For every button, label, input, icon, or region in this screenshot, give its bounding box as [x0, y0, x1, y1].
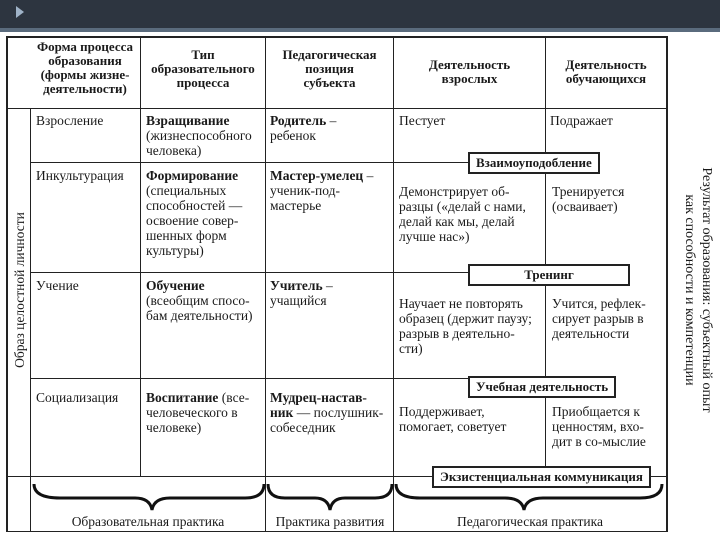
row1-adult	[399, 113, 445, 128]
label-mutual-likening: Взаимоуподобление	[468, 152, 600, 174]
grid-line	[393, 36, 394, 532]
position-line: ученик-под-	[270, 183, 340, 198]
header-position	[266, 48, 393, 90]
adult-line: разцы («делай с нами,	[399, 199, 526, 214]
type-line: шенных форм	[146, 228, 227, 243]
row1-position	[270, 113, 392, 143]
header-line: процесса	[176, 75, 230, 90]
type-line: человеческого в	[146, 405, 238, 420]
row4-position	[270, 390, 392, 435]
position-line: учащийся	[270, 293, 327, 308]
adult-line: сти)	[399, 341, 423, 356]
position-bold: Родитель	[270, 113, 327, 128]
type-bold: Обучение	[146, 278, 205, 293]
grid-line	[140, 36, 141, 476]
footer-braces	[0, 476, 720, 516]
row4-form: Социализация	[36, 390, 119, 405]
header-line: Деятельность	[428, 57, 511, 72]
row1-form: Взросление	[36, 113, 104, 128]
type-line: (специальных	[146, 183, 227, 198]
row1-type	[146, 113, 264, 158]
row4-type	[146, 390, 264, 435]
learner-line: сирует разрыв в	[552, 311, 644, 326]
adult-line: разрыв в деятельно-	[399, 326, 515, 341]
row3-position	[270, 278, 392, 308]
type-line: бам деятельности)	[146, 308, 253, 323]
position-bold: ник	[270, 405, 294, 420]
header-line: образования	[48, 53, 122, 68]
row2-form: Инкультурация	[36, 168, 124, 183]
learner-line: Приобщается к	[552, 404, 640, 419]
type-line: человека)	[146, 143, 202, 158]
position-bold: Мудрец-настав-	[270, 390, 367, 405]
label-training: Тренинг	[468, 264, 630, 286]
row4-adult	[399, 404, 506, 434]
position-line: мастерье	[270, 198, 322, 213]
side-right-line: Результат образования: субъектный опыт	[699, 167, 714, 413]
adult-line: лучше нас»)	[399, 229, 470, 244]
learner-line: (осваивает)	[552, 199, 618, 214]
header-line: взрослых	[441, 71, 498, 86]
row2-position	[270, 168, 392, 213]
side-label-whole-personality: Образ целостной личности	[12, 212, 27, 368]
grid-line	[545, 36, 546, 476]
header-line: деятельности)	[43, 81, 127, 96]
grid-line	[6, 531, 668, 532]
row3-adult	[399, 296, 532, 356]
row3-learner	[552, 296, 646, 341]
row4-learner	[552, 404, 646, 449]
adult-line: образец (держит паузу;	[399, 311, 532, 326]
row2-learner	[552, 184, 624, 214]
grid-line	[666, 36, 668, 532]
position-bold: Учитель	[270, 278, 323, 293]
row1-learner	[550, 113, 613, 128]
type-line: культуры)	[146, 243, 204, 258]
position-dash: –	[322, 278, 333, 293]
row2-adult	[399, 184, 526, 244]
type-bold: Воспитание	[146, 390, 219, 405]
type-line: человеке)	[146, 420, 202, 435]
header-line: Деятельность	[565, 57, 647, 72]
learner-line: Подражает	[550, 113, 613, 128]
header-learners	[546, 58, 666, 86]
type-inline: (все-	[218, 390, 250, 405]
row2-type	[146, 168, 264, 258]
play-arrow-icon	[16, 6, 24, 18]
learner-line: деятельности	[552, 326, 630, 341]
header-line: образовательного	[151, 61, 255, 76]
header-line: (формы жизне-	[40, 67, 130, 82]
position-dash: — послушник-	[293, 405, 384, 420]
header-type	[141, 48, 265, 90]
grid-line	[6, 108, 668, 109]
header-line: субъекта	[303, 75, 356, 90]
learner-line: ценностям, вхо-	[552, 419, 644, 434]
learner-line: Учится, рефлек-	[552, 296, 646, 311]
footer-development-practice: Практика развития	[275, 514, 385, 529]
type-bold: Формирование	[146, 168, 239, 183]
position-line: собеседник	[270, 420, 336, 435]
side-label-education-result	[675, 100, 715, 480]
type-line: способностей —	[146, 198, 243, 213]
row3-form: Учение	[36, 278, 79, 293]
learner-line: дит в со-мыслие	[552, 434, 646, 449]
adult-line: Поддерживает,	[399, 404, 485, 419]
position-line: ребенок	[270, 128, 316, 143]
header-line: обучающихся	[565, 71, 647, 86]
type-line: освоение совер-	[146, 213, 239, 228]
adult-line: Пестует	[399, 113, 446, 128]
side-right-line: как способности и компетенции	[682, 194, 697, 386]
type-line: (всеобщим спосо-	[146, 293, 250, 308]
grid-line	[265, 36, 266, 532]
adult-line: делай как мы, делай	[399, 214, 515, 229]
position-dash: –	[363, 168, 374, 183]
adult-line: помогает, советует	[399, 419, 507, 434]
slide-header-bar	[0, 0, 720, 28]
footer-educational-practice: Образовательная практика	[71, 514, 225, 529]
adult-line: Демонстрирует об-	[399, 184, 510, 199]
position-bold: Мастер-умелец	[270, 168, 364, 183]
type-bold: Взращивание	[146, 113, 230, 128]
header-line: Тип	[191, 47, 215, 62]
grid-line	[6, 36, 668, 38]
row3-type	[146, 278, 264, 323]
header-accent-line	[0, 28, 720, 32]
brace-educational	[34, 484, 264, 510]
brace-pedagogical	[396, 484, 662, 510]
label-existential-communication: Экзистенциальная коммуникация	[432, 466, 651, 488]
footer-pedagogical-practice: Педагогическая практика	[457, 514, 603, 529]
position-dash: –	[326, 113, 337, 128]
header-line: Форма процесса	[36, 39, 134, 54]
type-line: (жизнеспособного	[146, 128, 252, 143]
label-learning-activity: Учебная деятельность	[468, 376, 616, 398]
grid-line	[6, 36, 8, 532]
header-adults	[394, 58, 545, 86]
brace-development	[268, 484, 392, 510]
header-line: Педагогическая	[282, 47, 377, 62]
header-form	[30, 40, 140, 96]
learner-line: Тренируется	[552, 184, 625, 199]
header-line: позиция	[305, 61, 354, 76]
adult-line: Научает не повторять	[399, 296, 523, 311]
